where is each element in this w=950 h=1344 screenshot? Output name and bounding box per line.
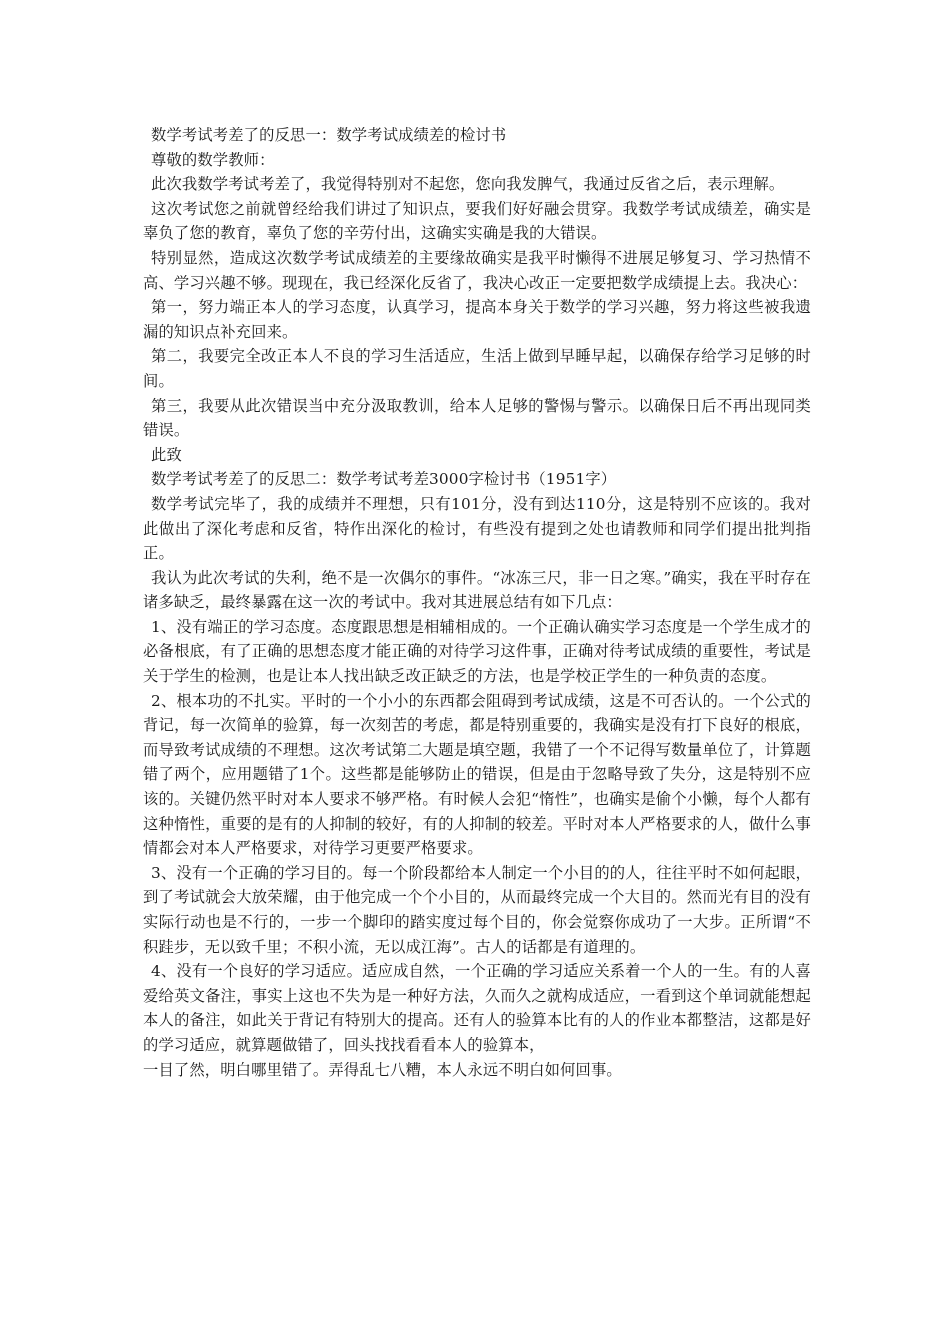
paragraph: 我认为此次考试的失利，绝不是一次偶尔的事件。“冰冻三尺，非一日之寒。”确实，我在平时存在诸多缺乏，最终暴露在这一次的考试中。我对其进展总结有如下几点： [143, 568, 811, 612]
paragraph: 3、没有一个正确的学习目的。每一个阶段都给本人制定一个小目的的人，往往平时不如何起眼，到了考试就会大放荣耀，由于他完成一个个小目的，从而最终完成一个大目的。然而光有目的没有实际行动也是不行的，一步一个脚印的踏实度过每个目的，你会觉察你成功了一大步。正所谓“不积跬步，无以致千里；不积小流，无以成江海”。古人的话都是有道理的。 [143, 863, 811, 956]
paragraph: 第三，我要从此次错误当中充分汲取教训，给本人足够的警惕与警示。以确保日后不再出现同类错误。 [143, 396, 811, 440]
paragraph: 一目了然，明白哪里错了。弄得乱七八糟，本人永远不明白如何回事。 [143, 1060, 622, 1079]
section-title-1: 数学考试考差了的反思一：数学考试成绩差的检讨书 [151, 126, 507, 144]
paragraph: 这次考试您之前就曾经给我们讲过了知识点，要我们好好融会贯穿。我数学考试成绩差，确实是辜负了您的教育，辜负了您的辛劳付出，这确实实确是我的大错误。 [143, 199, 811, 243]
salutation: 尊敬的数学教师： [151, 150, 275, 169]
paragraph: 数学考试完毕了，我的成绩并不理想，只有101分，没有到达110分，这是特别不应该的。我对此做出了深化考虑和反省，特作出深化的检讨，有些没有提到之处也请教师和同学们提出批判指正。 [143, 494, 811, 563]
paragraph: 第一，努力端正本人的学习态度，认真学习，提高本身关于数学的学习兴趣，努力将这些被我遗漏的知识点补充回来。 [143, 298, 811, 341]
paragraph: 第二，我要完全改正本人不良的学习生活适应，生活上做到早睡早起，以确保存给学习足够的时间。 [143, 347, 811, 390]
paragraph: 4、没有一个良好的学习适应。适应成自然，一个正确的学习适应关系着一个人的一生。有的人喜爱给英文备注，事实上这也不失为是一种好方法，久而久之就构成适应，一看到这个单词就能想起本人的备注，如此关于背记有特别大的提高。还有人的验算本比有的人的作业本都整洁，这都是好的学习适应，就算题做错了，回头找找看看本人的验算本， [143, 962, 811, 1054]
paragraph: 特别显然，造成这次数学考试成绩差的主要缘故确实是我平时懒得不进展足够复习、学习热情不高、学习兴趣不够。现现在，我已经深化反省了，我决心改正一定要把数学成绩提上去。我决心： [143, 248, 811, 292]
paragraph: 1、没有端正的学习态度。态度跟思想是相辅相成的。一个正确认确实学习态度是一个学生成才的必备根底，有了正确的思想态度才能正确的对待学习这件事，正确对待考试成绩的重要性，考试是关于学生的检测，也是让本人找出缺乏改正缺乏的方法，也是学校正学生的一种负责的态度。 [143, 617, 811, 686]
paragraph: 2、根本功的不扎实。平时的一个小小的东西都会阻碍到考试成绩，这是不可否认的。一个公式的背记，每一次简单的验算，每一次刻苦的考虑，都是特别重要的，我确实是没有打下良好的根底，而导致考试成绩的不理想。这次考试第二大题是填空题，我错了一个不记得写数量单位了，计算题错了两个，应用题错了1个。这些都是能够防止的错误，但是由于忽略导致了失分，这是特别不应该的。关键仍然平时对本人要求不够严格。有时候人会犯“惰性”，也确实是偷个小懒，每个人都有这种惰性，重要的是有的人抑制的较好，有的人抑制的较差。平时对本人严格要求的人，做什么事情都会对本人严格要求，对待学习更要严格要求。 [143, 691, 811, 858]
closing: 此致 [151, 445, 182, 464]
section-title-2: 数学考试考差了的反思二：数学考试考差3000字检讨书（1951字） [151, 470, 617, 489]
paragraph: 此次我数学考试考差了，我觉得特别对不起您，您向我发脾气，我通过反省之后，表示理解。 [151, 175, 785, 194]
document-body [143, 123, 811, 1082]
